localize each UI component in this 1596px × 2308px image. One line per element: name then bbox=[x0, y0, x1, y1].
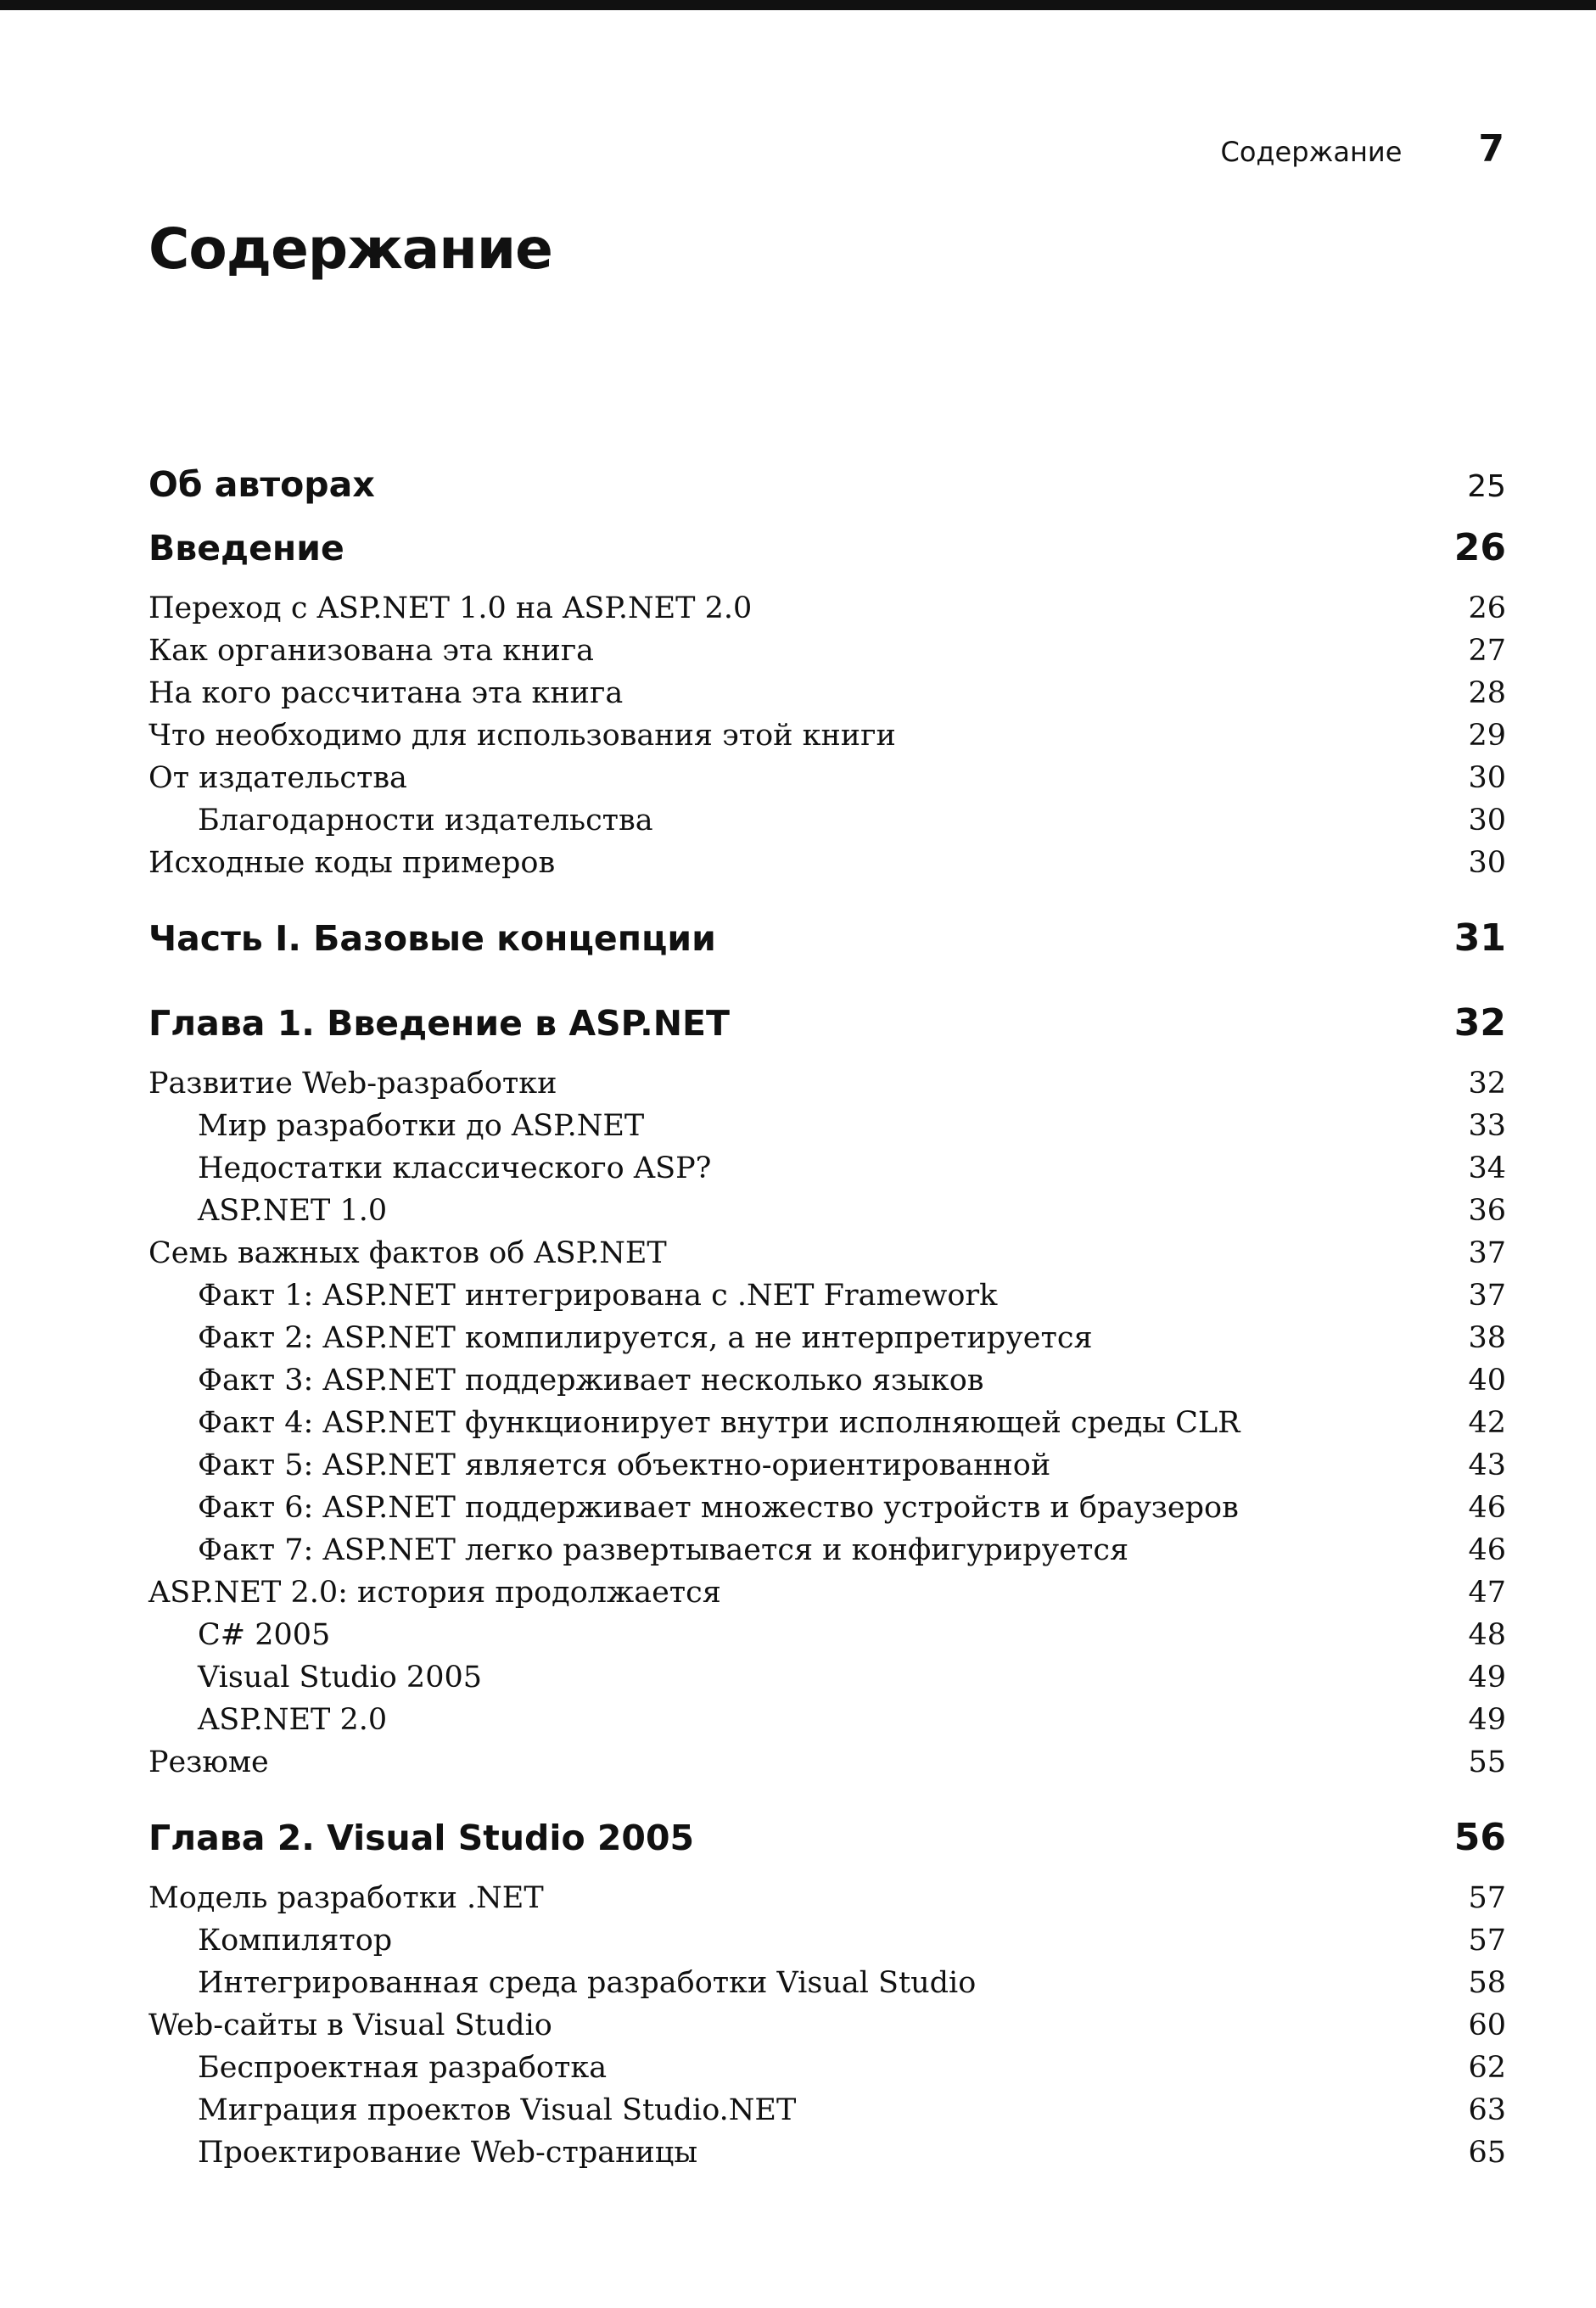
toc-entry[interactable] bbox=[148, 587, 1506, 630]
toc-heading-page: 26 bbox=[1453, 526, 1506, 569]
toc-subentry[interactable] bbox=[148, 1656, 1506, 1699]
toc-entry-title: Семь важных фактов об ASP.NET bbox=[148, 1236, 667, 1270]
toc-subentry-page: 37 bbox=[1468, 1279, 1506, 1313]
running-head bbox=[1220, 127, 1504, 171]
toc-subentry[interactable] bbox=[148, 1147, 1506, 1190]
toc-entry-page: 55 bbox=[1468, 1745, 1506, 1779]
toc-heading-title: Глава 1. Введение в ASP.NET bbox=[148, 1003, 731, 1044]
toc-subentry[interactable] bbox=[148, 1919, 1506, 1962]
toc-subentry-page: 38 bbox=[1468, 1321, 1506, 1355]
toc-entry[interactable] bbox=[148, 1232, 1506, 1274]
toc-entry[interactable] bbox=[148, 630, 1506, 672]
toc-subentry-title: Факт 7: ASP.NET легко развертывается и конфигурируется bbox=[198, 1533, 1129, 1567]
toc-entry-title: Модель разработки .NET bbox=[148, 1881, 544, 1915]
toc-subentry-title: Беспроектная разработка bbox=[198, 2051, 608, 2085]
toc-heading-part-1[interactable] bbox=[148, 908, 1506, 969]
toc-entry-page: 27 bbox=[1468, 634, 1506, 668]
toc-entry[interactable] bbox=[148, 1571, 1506, 1614]
toc-subentry[interactable] bbox=[148, 1402, 1506, 1444]
running-head-title: Содержание bbox=[1220, 136, 1403, 168]
toc-entry[interactable] bbox=[148, 714, 1506, 757]
toc-entry-title: Развитие Web-разработки bbox=[148, 1067, 557, 1101]
toc-entry-title: Переход с ASP.NET 1.0 на ASP.NET 2.0 bbox=[148, 591, 753, 625]
toc-subentry-page: 62 bbox=[1468, 2051, 1506, 2085]
toc-heading-introduction[interactable] bbox=[148, 518, 1506, 579]
toc-entry-page: 47 bbox=[1468, 1576, 1506, 1610]
toc-subentry[interactable] bbox=[148, 1962, 1506, 2004]
toc-subentry-page: 49 bbox=[1468, 1661, 1506, 1695]
toc-subentry[interactable] bbox=[148, 1190, 1506, 1232]
page-number: 7 bbox=[1478, 127, 1504, 171]
toc-entry-title: Как организована эта книга bbox=[148, 634, 595, 668]
toc-subentry[interactable] bbox=[148, 2047, 1506, 2089]
toc-subentry-page: 30 bbox=[1468, 804, 1506, 837]
toc-subentry-title: ASP.NET 2.0 bbox=[198, 1703, 388, 1737]
page-top-edge bbox=[0, 0, 1596, 10]
toc-heading-title: Глава 2. Visual Studio 2005 bbox=[148, 1818, 695, 1858]
toc-subentry-page: 42 bbox=[1468, 1406, 1506, 1440]
toc-subentry[interactable] bbox=[148, 1105, 1506, 1147]
toc-entry-title: Резюме bbox=[148, 1745, 269, 1779]
toc-entry-title: От издательства bbox=[148, 761, 407, 795]
toc-subentry-title: Факт 6: ASP.NET поддерживает множество устройств и браузеров bbox=[198, 1491, 1239, 1525]
toc-heading-page: 31 bbox=[1453, 916, 1506, 960]
toc-subentry-page: 65 bbox=[1468, 2136, 1506, 2170]
toc-subentry-title: Факт 5: ASP.NET является объектно-ориентированной bbox=[198, 1448, 1051, 1482]
page-title: Содержание bbox=[148, 216, 552, 282]
toc-entry-title: Что необходимо для использования этой книги bbox=[148, 719, 896, 753]
toc-subentry-title: ASP.NET 1.0 bbox=[198, 1194, 388, 1228]
toc-entry[interactable] bbox=[148, 1877, 1506, 1919]
toc-subentry-title: Мир разработки до ASP.NET bbox=[198, 1109, 645, 1143]
toc-subentry-page: 46 bbox=[1468, 1491, 1506, 1525]
toc-subentry[interactable] bbox=[148, 1699, 1506, 1741]
toc-subentry-title: Visual Studio 2005 bbox=[198, 1661, 482, 1695]
toc-entry-page: 28 bbox=[1468, 676, 1506, 710]
table-of-contents bbox=[148, 454, 1506, 2174]
toc-heading-title: Часть I. Базовые концепции bbox=[148, 918, 716, 959]
toc-subentry-page: 46 bbox=[1468, 1533, 1506, 1567]
toc-subentry-title: Факт 3: ASP.NET поддерживает несколько языков bbox=[198, 1364, 984, 1398]
toc-subentry[interactable] bbox=[148, 1317, 1506, 1359]
toc-subentry-page: 36 bbox=[1468, 1194, 1506, 1228]
toc-subentry-title: Компилятор bbox=[198, 1924, 393, 1958]
toc-entry-page: 30 bbox=[1468, 846, 1506, 880]
toc-subentry-title: Факт 2: ASP.NET компилируется, а не интерпретируется bbox=[198, 1321, 1093, 1355]
toc-subentry-page: 63 bbox=[1468, 2093, 1506, 2127]
toc-entry-page: 29 bbox=[1468, 719, 1506, 753]
toc-subentry-title: Проектирование Web-страницы bbox=[198, 2136, 698, 2170]
toc-entry-title: Web-сайты в Visual Studio bbox=[148, 2008, 552, 2042]
toc-subentry-page: 48 bbox=[1468, 1618, 1506, 1652]
toc-subentry-title: Факт 1: ASP.NET интегрирована с .NET Framework bbox=[198, 1279, 998, 1313]
toc-subentry-page: 43 bbox=[1468, 1448, 1506, 1482]
toc-subentry[interactable] bbox=[148, 2089, 1506, 2132]
toc-subentry[interactable] bbox=[148, 799, 1506, 842]
toc-subentry-title: Благодарности издательства bbox=[198, 804, 653, 837]
toc-subentry-page: 40 bbox=[1468, 1364, 1506, 1398]
toc-entry-page: 26 bbox=[1468, 591, 1506, 625]
toc-entry-title: ASP.NET 2.0: история продолжается bbox=[148, 1576, 721, 1610]
toc-heading-title: Введение bbox=[148, 528, 344, 569]
toc-heading-title: Об авторах bbox=[148, 464, 375, 505]
toc-subentry-title: C# 2005 bbox=[198, 1618, 331, 1652]
toc-entry[interactable] bbox=[148, 1741, 1506, 1784]
toc-heading-about-authors[interactable] bbox=[148, 454, 1506, 518]
toc-entry[interactable] bbox=[148, 1062, 1506, 1105]
toc-subentry-page: 34 bbox=[1468, 1151, 1506, 1185]
toc-subentry[interactable] bbox=[148, 1529, 1506, 1571]
toc-subentry-page: 58 bbox=[1468, 1966, 1506, 2000]
toc-entry-title: На кого рассчитана эта книга bbox=[148, 676, 624, 710]
toc-entry[interactable] bbox=[148, 842, 1506, 884]
toc-entry-title: Исходные коды примеров bbox=[148, 846, 556, 880]
toc-subentry[interactable] bbox=[148, 1487, 1506, 1529]
toc-heading-chapter-1[interactable] bbox=[148, 993, 1506, 1054]
toc-entry[interactable] bbox=[148, 757, 1506, 799]
toc-entry-page: 30 bbox=[1468, 761, 1506, 795]
toc-subentry-title: Факт 4: ASP.NET функционирует внутри исполняющей среды CLR bbox=[198, 1406, 1240, 1440]
toc-entry-page: 37 bbox=[1468, 1236, 1506, 1270]
toc-subentry-page: 49 bbox=[1468, 1703, 1506, 1737]
toc-entry-page: 57 bbox=[1468, 1881, 1506, 1915]
toc-entry-page: 60 bbox=[1468, 2008, 1506, 2042]
toc-subentry-title: Недостатки классического ASP? bbox=[198, 1151, 712, 1185]
toc-subentry-page: 33 bbox=[1468, 1109, 1506, 1143]
toc-subentry[interactable] bbox=[148, 1444, 1506, 1487]
toc-subentry-title: Интегрированная среда разработки Visual Studio bbox=[198, 1966, 977, 2000]
toc-subentry[interactable] bbox=[148, 1274, 1506, 1317]
toc-heading-page: 56 bbox=[1453, 1816, 1506, 1859]
toc-heading-page: 25 bbox=[1467, 469, 1506, 504]
toc-subentry[interactable] bbox=[148, 1614, 1506, 1656]
toc-entry[interactable] bbox=[148, 2004, 1506, 2047]
toc-subentry[interactable] bbox=[148, 1359, 1506, 1402]
toc-entry[interactable] bbox=[148, 672, 1506, 714]
toc-heading-page: 32 bbox=[1453, 1001, 1506, 1045]
toc-subentry-title: Миграция проектов Visual Studio.NET bbox=[198, 2093, 797, 2127]
toc-subentry[interactable] bbox=[148, 2132, 1506, 2174]
toc-subentry-page: 57 bbox=[1468, 1924, 1506, 1958]
toc-entry-page: 32 bbox=[1468, 1067, 1506, 1101]
toc-heading-chapter-2[interactable] bbox=[148, 1807, 1506, 1868]
